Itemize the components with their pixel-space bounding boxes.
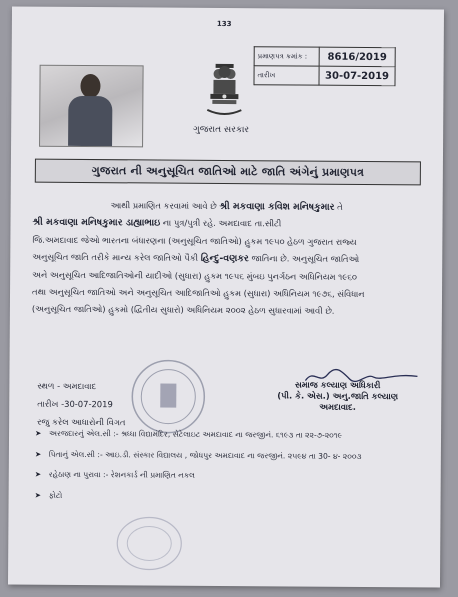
body-line-7: (અનુસૂચિત જાતિઓ) હુકમો (દ્વિતીય સુધારો) અધિનિયમ ૨૦૦૨ હેઠળ સુધારવામાં આવી છે. bbox=[31, 304, 335, 317]
body-line-6: તથા અનુસૂચિત જાતિઓ અને અનુસૂચિત આદિજાતિઓ હુકમ (સુધારા) અધિનિયમ ૧૯૭૬, સંવિધાન bbox=[31, 286, 365, 299]
parent-name: શ્રી મકવાણા મનિષકુમાર ડાહ્યાભાઇ bbox=[32, 217, 161, 229]
certificate-date: 30-07-2019 bbox=[319, 66, 395, 86]
state-emblem-icon bbox=[203, 60, 245, 122]
signatory-title: સમાજ કલ્યાણ અધિકારી bbox=[295, 379, 381, 391]
documents-heading: રજુ કરેલ આધારોની વિગત bbox=[37, 416, 126, 428]
caste-name: હિન્દુ-વણકર bbox=[200, 253, 249, 265]
page-number: 133 bbox=[216, 19, 232, 29]
signatory-dept: (પી. કે. એસ.) અનુ.જાતિ કલ્યાણ bbox=[277, 390, 399, 402]
certificate-no: 8616/2019 bbox=[319, 47, 395, 67]
list-item: ➤ પિતાનું એલ.સી :- આઇ.ડી. સંસ્કાર વિદ્યાલય , જોધપુર અમદાવાદ ના જરજીનં. ૨૫૯૪ તા 30- ૪- ૨૦૦૩ bbox=[35, 444, 435, 467]
certificate-title: ગુજરાત ની અનુસૂચિત જાતિઓ માટે જાતિ અંગેનું પ્રમાણપત્ર bbox=[35, 159, 421, 186]
arrow-icon: ➤ bbox=[34, 490, 42, 500]
date-label: તારીખ bbox=[254, 66, 319, 85]
signatory-city: અમદાવાદ. bbox=[319, 401, 356, 412]
arrow-icon: ➤ bbox=[34, 449, 42, 459]
certificate-body bbox=[32, 197, 433, 322]
applicant-name: શ્રી મકવાણા કવિશ મનિષકુમાર bbox=[219, 200, 335, 213]
documents-list bbox=[35, 424, 436, 509]
body-line-3: જિ.અમદાવાદ જેઓ ભારતના બંધારણના (અનુસૂચિત જાતિઓ) હુકમ ૧૯૫૦ હેઠળ ગુજરાત રાજ્ય bbox=[32, 234, 357, 247]
body-line-1a: આથી પ્રમાણિત કરવામાં આવે છે bbox=[110, 200, 217, 211]
place-label: સ્થળ - અમદાવાદ bbox=[37, 380, 97, 392]
list-item: ➤ ફોટો bbox=[35, 485, 435, 508]
list-item: ➤ અરજદારનું એલ.સી :- શ્રધ્ધા વિદ્યામંદિર, સેટેલાઇટ અમદાવાદ ના જરજીનં. ૬૧૯૩ તા ૨૨-૭-૨૦૧૯ bbox=[35, 424, 435, 447]
body-line-4b: જાતિના છે. અનુસૂચિત જાતિઓ bbox=[251, 253, 360, 265]
emblem-caption: ગુજરાત સરકાર bbox=[193, 124, 250, 136]
body-line-5: અને અનુસૂચિત આદિજાતિઓની યાદીઓ (સુધારા) હુકમ ૧૯૫૬ મુંબઇ પુનર્ગઠન અધિનિયમ ૧૯૬૦ bbox=[32, 269, 358, 282]
arrow-icon: ➤ bbox=[34, 469, 42, 479]
list-item: ➤ રહેઠાણ ના પુરાવા :- રેશનકાર્ડ ની પ્રમાણિત નકલ bbox=[35, 465, 435, 488]
body-line-2b: ના પુત્ર/પુત્રી રહે. અમદાવાદ તા.સીટી bbox=[162, 217, 282, 229]
faded-stamp-icon bbox=[113, 511, 185, 572]
issue-date: તારીખ -30-07-2019 bbox=[37, 398, 113, 410]
signatory-block bbox=[277, 379, 398, 413]
arrow-icon: ➤ bbox=[35, 428, 42, 438]
body-line-4a: અનુસૂચિત જાતિ તરીકે માન્ય કરેલ જાતિઓ પૈકી bbox=[32, 251, 199, 264]
reference-table bbox=[253, 46, 395, 86]
body-line-1b: તે bbox=[337, 201, 343, 212]
applicant-photo bbox=[39, 65, 144, 148]
certificate-page bbox=[8, 6, 444, 587]
certificate-no-label: પ્રમાણપત્ર ક્રમાંક : bbox=[254, 47, 319, 66]
